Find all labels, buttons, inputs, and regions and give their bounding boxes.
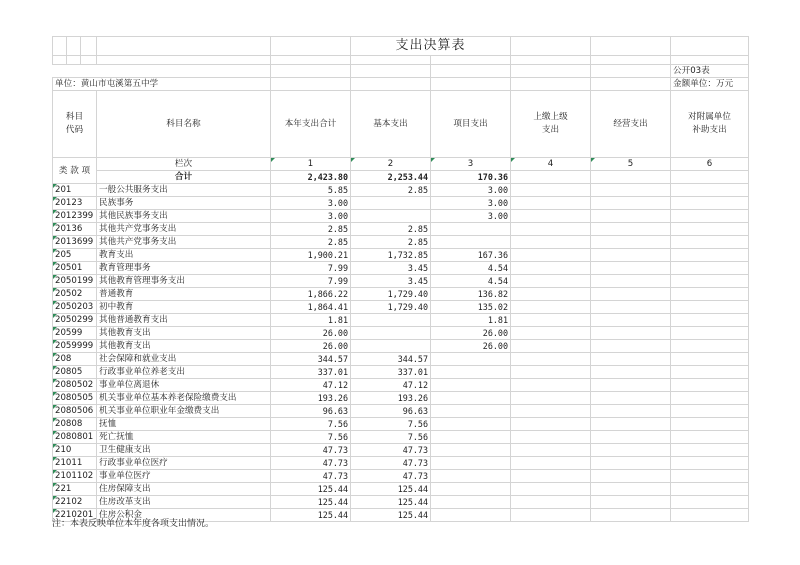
row-code: 2012399 [53,210,97,223]
row-empty-cell [671,509,749,522]
row-empty-cell [511,392,591,405]
row-empty-cell [671,496,749,509]
row-empty-cell [511,288,591,301]
row-empty-cell [671,431,749,444]
table-note: 注：本表反映单位本年度各项支出情况。 [52,519,215,529]
amount-unit: 金额单位：万元 [671,78,749,91]
row-total: 7.56 [271,418,351,431]
row-empty-cell [591,392,671,405]
row-code: 205 [53,249,97,262]
row-empty-cell [591,379,671,392]
row-name: 死亡抚恤 [97,431,271,444]
row-empty-cell [671,366,749,379]
row-empty-cell [511,444,591,457]
row-empty-cell [671,275,749,288]
row-empty-cell [671,249,749,262]
row-empty-cell [511,509,591,522]
row-empty-cell [671,314,749,327]
row-basic: 1,729.40 [351,288,431,301]
row-project: 3.00 [431,197,511,210]
row-empty-cell [591,197,671,210]
table-row [53,405,749,418]
column-index-3: 3 [431,158,511,171]
row-project [431,405,511,418]
row-empty-cell [591,288,671,301]
row-empty-cell [671,288,749,301]
row-total: 344.57 [271,353,351,366]
col-header-upper: 上缴上级 支出 [511,91,591,158]
row-total: 1.81 [271,314,351,327]
row-empty-cell [671,184,749,197]
row-total: 7.56 [271,431,351,444]
row-basic: 3.45 [351,262,431,275]
row-empty-cell [511,470,591,483]
row-total: 26.00 [271,327,351,340]
row-code: 21011 [53,457,97,470]
row-empty-cell [591,444,671,457]
row-project [431,392,511,405]
row-empty-cell [591,483,671,496]
table-row [53,262,749,275]
row-empty-cell [671,262,749,275]
row-basic: 47.73 [351,470,431,483]
row-name: 其他共产党事务支出 [97,223,271,236]
column-index-5: 5 [591,158,671,171]
row-empty-cell [511,340,591,353]
table-row [53,379,749,392]
column-index-label: 栏次 [97,158,271,171]
row-empty-cell [671,379,749,392]
row-empty-cell [511,431,591,444]
row-total: 2.85 [271,236,351,249]
column-index-1: 1 [271,158,351,171]
row-empty-cell [591,262,671,275]
row-code: 2101102 [53,470,97,483]
row-project: 3.00 [431,184,511,197]
class-item-label: 类 款 项 [53,158,97,184]
row-name: 住房保障支出 [97,483,271,496]
row-basic: 125.44 [351,483,431,496]
row-empty-cell [591,340,671,353]
col-header-name: 科目名称 [97,91,271,158]
row-basic: 47.73 [351,444,431,457]
column-index-2: 2 [351,158,431,171]
row-empty-cell [511,184,591,197]
row-project: 136.82 [431,288,511,301]
row-basic: 1,732.85 [351,249,431,262]
row-project: 4.54 [431,262,511,275]
unit-label: 单位：黄山市屯溪第五中学 [53,78,271,91]
row-basic: 2.85 [351,223,431,236]
row-name: 其他普通教育支出 [97,314,271,327]
row-empty-cell [591,275,671,288]
row-name: 其他民族事务支出 [97,210,271,223]
row-project [431,509,511,522]
row-empty-cell [511,405,591,418]
row-empty-cell [511,236,591,249]
row-empty-cell [591,301,671,314]
row-name: 普通教育 [97,288,271,301]
row-code: 2059999 [53,340,97,353]
table-row [53,496,749,509]
row-basic: 193.26 [351,392,431,405]
row-total: 7.99 [271,262,351,275]
row-code: 2013699 [53,236,97,249]
row-basic: 344.57 [351,353,431,366]
row-code: 2050203 [53,301,97,314]
row-code: 2080506 [53,405,97,418]
row-basic: 1,729.40 [351,301,431,314]
row-project [431,470,511,483]
row-empty-cell [591,210,671,223]
row-code: 208 [53,353,97,366]
row-name: 卫生健康支出 [97,444,271,457]
col-header-code: 科目 代码 [53,91,97,158]
col-header-project: 项目支出 [431,91,511,158]
row-empty-cell [511,327,591,340]
row-code: 2080502 [53,379,97,392]
row-empty-cell [671,327,749,340]
row-project: 4.54 [431,275,511,288]
row-project [431,431,511,444]
row-basic: 125.44 [351,496,431,509]
row-code: 221 [53,483,97,496]
row-project: 26.00 [431,327,511,340]
table-row [53,249,749,262]
row-code: 2050199 [53,275,97,288]
row-empty-cell [671,197,749,210]
row-empty-cell [511,223,591,236]
table-row [53,340,749,353]
table-row [53,210,749,223]
row-total: 47.73 [271,457,351,470]
row-code: 210 [53,444,97,457]
row-name: 社会保障和就业支出 [97,353,271,366]
row-total: 3.00 [271,197,351,210]
row-empty-cell [591,470,671,483]
row-empty-cell [511,249,591,262]
row-basic: 337.01 [351,366,431,379]
row-basic: 3.45 [351,275,431,288]
row-code: 20808 [53,418,97,431]
row-name: 一般公共服务支出 [97,184,271,197]
table-row [53,431,749,444]
row-empty-cell [671,340,749,353]
row-empty-cell [591,184,671,197]
row-name: 其他教育支出 [97,327,271,340]
row-empty-cell [511,418,591,431]
row-project: 3.00 [431,210,511,223]
row-basic [351,327,431,340]
row-total: 1,900.21 [271,249,351,262]
total-row-label: 合计 [97,171,271,184]
row-basic: 7.56 [351,418,431,431]
row-code: 2080505 [53,392,97,405]
row-basic: 2.85 [351,236,431,249]
row-empty-cell [511,210,591,223]
form-number: 公开03表 [671,65,749,78]
row-empty-cell [671,444,749,457]
col-header-basic: 基本支出 [351,91,431,158]
row-code: 22102 [53,496,97,509]
row-project: 135.02 [431,301,511,314]
row-total: 125.44 [271,509,351,522]
row-project [431,444,511,457]
row-total: 1,864.41 [271,301,351,314]
row-empty-cell [511,314,591,327]
row-name: 其他教育支出 [97,340,271,353]
table-row [53,184,749,197]
row-empty-cell [511,379,591,392]
row-name: 民族事务 [97,197,271,210]
row-total: 125.44 [271,483,351,496]
table-row [53,444,749,457]
row-empty-cell [671,418,749,431]
row-total: 125.44 [271,496,351,509]
row-empty-cell [591,431,671,444]
table-row [53,392,749,405]
row-empty-cell [511,262,591,275]
row-empty-cell [511,483,591,496]
row-total: 47.12 [271,379,351,392]
row-empty-cell [591,236,671,249]
row-basic: 2.85 [351,184,431,197]
row-total: 47.73 [271,444,351,457]
row-empty-cell [511,496,591,509]
row-basic [351,197,431,210]
row-name: 行政事业单位养老支出 [97,366,271,379]
row-total: 2.85 [271,223,351,236]
row-project [431,236,511,249]
row-name: 教育管理事务 [97,262,271,275]
row-basic: 47.12 [351,379,431,392]
table-row [53,197,749,210]
table-row [53,236,749,249]
row-total: 3.00 [271,210,351,223]
row-empty-cell [591,405,671,418]
row-name: 其他共产党事务支出 [97,236,271,249]
row-empty-cell [591,327,671,340]
row-name: 住房改革支出 [97,496,271,509]
col-header-subsidy: 对附属单位 补助支出 [671,91,749,158]
row-empty-cell [511,301,591,314]
row-name: 机关事业单位职业年金缴费支出 [97,405,271,418]
col-header-total: 本年支出合计 [271,91,351,158]
row-name: 机关事业单位基本养老保险缴费支出 [97,392,271,405]
row-code: 20501 [53,262,97,275]
row-total: 193.26 [271,392,351,405]
table-row [53,275,749,288]
row-total: 47.73 [271,470,351,483]
row-name: 初中教育 [97,301,271,314]
table-row [53,366,749,379]
table-row [53,314,749,327]
row-total: 7.99 [271,275,351,288]
row-empty-cell [591,457,671,470]
row-basic: 7.56 [351,431,431,444]
row-project [431,483,511,496]
row-project [431,353,511,366]
row-empty-cell [591,353,671,366]
row-basic: 125.44 [351,509,431,522]
row-code: 20136 [53,223,97,236]
table-row [53,353,749,366]
expenditure-sheet [52,36,748,522]
row-empty-cell [511,457,591,470]
row-basic [351,314,431,327]
row-project [431,366,511,379]
row-empty-cell [511,353,591,366]
row-name: 行政事业单位医疗 [97,457,271,470]
row-empty-cell [671,392,749,405]
row-total: 5.85 [271,184,351,197]
row-empty-cell [591,418,671,431]
table-row [53,483,749,496]
table-row [53,470,749,483]
row-total: 337.01 [271,366,351,379]
row-empty-cell [591,366,671,379]
row-basic [351,340,431,353]
column-index-4: 4 [511,158,591,171]
row-empty-cell [511,366,591,379]
table-title: 支出决算表 [351,37,511,56]
row-empty-cell [591,509,671,522]
row-code: 20123 [53,197,97,210]
row-empty-cell [511,197,591,210]
row-project [431,418,511,431]
table-row [53,301,749,314]
table-row [53,327,749,340]
row-code: 20805 [53,366,97,379]
row-empty-cell [511,275,591,288]
table-row [53,457,749,470]
row-name: 事业单位医疗 [97,470,271,483]
row-project: 1.81 [431,314,511,327]
row-basic: 47.73 [351,457,431,470]
row-project [431,223,511,236]
row-empty-cell [671,470,749,483]
row-empty-cell [671,457,749,470]
row-project: 167.36 [431,249,511,262]
row-empty-cell [671,236,749,249]
row-project [431,379,511,392]
row-basic: 96.63 [351,405,431,418]
row-code: 2210201 [53,509,97,522]
row-empty-cell [591,223,671,236]
row-basic [351,210,431,223]
table-row [53,418,749,431]
row-project [431,496,511,509]
row-code: 201 [53,184,97,197]
row-name: 教育支出 [97,249,271,262]
row-code: 2080801 [53,431,97,444]
expenditure-table [52,36,749,522]
row-empty-cell [671,223,749,236]
row-name: 其他教育管理事务支出 [97,275,271,288]
column-index-6: 6 [671,158,749,171]
row-empty-cell [671,301,749,314]
row-project: 26.00 [431,340,511,353]
total-row-total: 2,423.80 [271,171,351,184]
total-row-project: 170.36 [431,171,511,184]
total-row-basic: 2,253.44 [351,171,431,184]
row-empty-cell [591,496,671,509]
row-empty-cell [671,405,749,418]
row-total: 96.63 [271,405,351,418]
row-code: 2050299 [53,314,97,327]
row-empty-cell [591,314,671,327]
row-name: 住房公积金 [97,509,271,522]
row-empty-cell [671,483,749,496]
row-total: 26.00 [271,340,351,353]
row-empty-cell [671,353,749,366]
row-code: 20599 [53,327,97,340]
row-total: 1,866.22 [271,288,351,301]
row-code: 20502 [53,288,97,301]
table-row [53,223,749,236]
row-name: 抚恤 [97,418,271,431]
col-header-operating: 经营支出 [591,91,671,158]
row-project [431,457,511,470]
table-row [53,288,749,301]
row-empty-cell [671,210,749,223]
row-name: 事业单位离退休 [97,379,271,392]
row-empty-cell [591,249,671,262]
